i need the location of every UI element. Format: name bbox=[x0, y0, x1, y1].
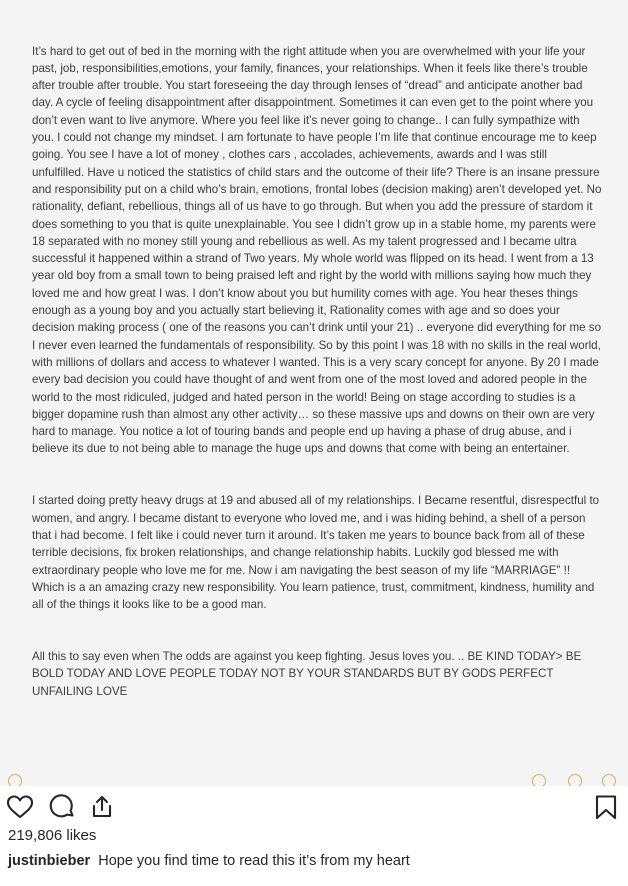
note-paragraph: I started doing pretty heavy drugs at 19 and abused all of my relationships. I Became resentful, disrespectful to women, and angry. I became distant to everyone who loved me, and i was hiding behind, a shell of a person that i had become. I felt like i could never turn it around. It’s taken me years to bounce back from all of these terrible decisions, fix broken relationships, and change relationship habits. Luckily god blessed me with extraordinary people who love me for me. Now i am navigating the best season of my life “MARRIAGE” !! Which is a an amazing crazy new responsibility. You learn patience, trust, commitment, kindness, humility and all of the things it looks like to be a good man. bbox=[32, 494, 603, 612]
note-body bbox=[32, 8, 605, 734]
likes-count[interactable]: 219,806 likes bbox=[8, 827, 97, 844]
username[interactable]: justinbieber bbox=[8, 853, 91, 869]
heart-icon[interactable] bbox=[6, 793, 34, 821]
note-paragraph: All this to say even when The odds are against you keep fighting. Jesus loves you. .. BE KIND TODAY> BE BOLD TODAY AND LOVE PEOPLE TODAY NOT BY YOUR STANDARDS BUT BY GODS PERFECT UNFAILING LOVE bbox=[32, 649, 585, 698]
note-toolbar-left-icon bbox=[8, 774, 22, 786]
note-toolbar bbox=[0, 770, 628, 786]
note-paragraph: It’s hard to get out of bed in the morning with the right attitude when you are overwhelmed with your life your past, job, responsibilities,emotions, your family, finances, your relationships. When it feels like there’s trouble after trouble after trouble. You start foreseeing the day through lenses of “dread” and anticipate another bad day. A cycle of feeling disappointment after disappointment. Sometimes it can even get to the point where you don’t even want to live anymore. Where you feel like it’s never going to change.. I can fully sympathize with you. I could not change my mindset. I am fortunate to have people I’m life that continue encourage me to keep going. You see I have a lot of money , clothes cars , accolades, achievements, awards and I was still unfulfilled. Have u noticed the statistics of child stars and the outcome of their life? There is an insane pressure and responsibility put on a child who’s brain, emotions, frontal lobes (decision making) aren’t developed yet. No rationality, defiant, rebellious, things all of us have to go through. But when you add the pressure of stardom it does something to you that is quite unexplainable. You see I didn’t grow up in a stable home, my parents were 18 separated with no money still young and rebellious as well. As my talent progressed and I became ultra successful it happened within a strand of Two years. My whole world was flipped on its head. I went from a 13 year old boy from a small town to being praised left and right by the world with millions saying how much they loved me and how great I was. I don’t know about you but humility comes with age. You hear theses things enough as a young boy and you actually start believing it, Rationality comes with age and so does your decision making process ( one of the reasons you can’t drink until your 21) .. everyone did everything for me so I never even learned the fundamentals of responsibility. So by this point I was 18 with no skills in the real world, with millions of dollars and access to whatever I wanted. This is a very scary concept for anyone. By 20 I made every bad decision you could have thought of and went from one of the most loved and adored people in the world to the most ridiculed, judged and hated person in the world! Being on stage according to studies is a bigger dopamine rush than almost any other activity… so these massive ups and downs on their own are very hard to manage. You notice a lot of touring bands and people end up having a phase of drug abuse, and i believe its due to not being able to manage the huge ups and downs that come with being an entertainer. bbox=[32, 44, 605, 456]
share-icon[interactable] bbox=[88, 793, 116, 821]
caption-text: Hope you find time to read this it’s from my heart bbox=[98, 853, 410, 869]
comment-icon[interactable] bbox=[48, 793, 76, 821]
post-actions bbox=[0, 786, 628, 830]
note-toolbar-icon bbox=[568, 774, 582, 786]
bookmark-icon[interactable] bbox=[592, 793, 620, 821]
note-toolbar-icon bbox=[532, 774, 546, 786]
post-caption bbox=[8, 853, 620, 869]
note-toolbar-icon bbox=[602, 774, 616, 786]
